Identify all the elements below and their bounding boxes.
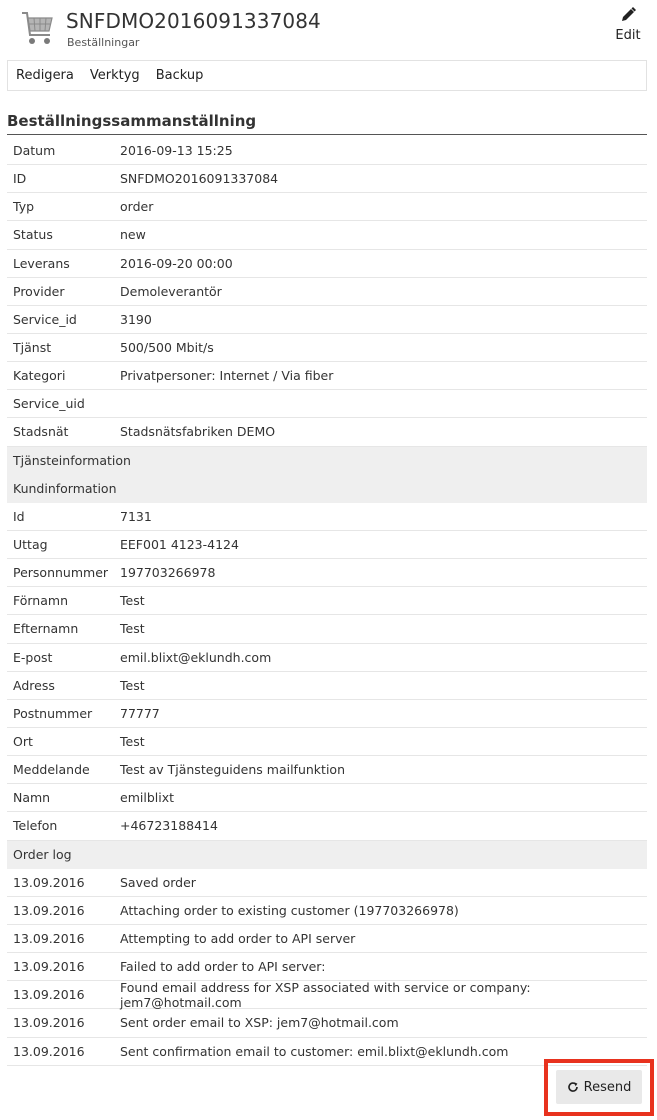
row-label: ID (13, 171, 27, 187)
edit-label: Edit (615, 28, 641, 43)
table-row (7, 165, 647, 193)
row-label: Uttag (13, 537, 48, 553)
row-value: 77777 (120, 705, 160, 721)
row-value: +46723188414 (120, 818, 218, 834)
table-row (7, 587, 647, 615)
log-date: 13.09.2016 (13, 1043, 85, 1059)
row-label: Id (13, 508, 25, 524)
table-row (7, 362, 647, 390)
row-label: Personnummer (13, 565, 109, 581)
table-row (7, 334, 647, 362)
row-label: Typ (13, 199, 35, 215)
row-value: emilblixt (120, 790, 174, 806)
row-value: 500/500 Mbit/s (120, 340, 214, 356)
log-row (7, 897, 647, 925)
log-date: 13.09.2016 (13, 987, 85, 1003)
table-row (7, 559, 647, 587)
table-row (7, 812, 647, 840)
row-label: Stadsnät (13, 424, 69, 440)
log-row (7, 925, 647, 953)
log-date: 13.09.2016 (13, 874, 85, 890)
row-label: Tjänst (13, 340, 52, 356)
table-row (7, 503, 647, 531)
log-message: Failed to add order to API server: (120, 959, 326, 975)
order-log-header (7, 841, 647, 869)
log-row (7, 953, 647, 981)
log-date: 13.09.2016 (13, 959, 85, 975)
resend-label: Resend (583, 1079, 632, 1095)
row-label: Adress (13, 677, 55, 693)
row-value: Test (120, 734, 145, 750)
group-header-label: Order log (13, 846, 72, 862)
menu-item-backup[interactable]: Backup (155, 68, 204, 83)
row-label: Datum (13, 143, 56, 159)
table-row (7, 615, 647, 643)
table-row (7, 672, 647, 700)
table-row (7, 278, 647, 306)
log-message: Attempting to add order to API server (120, 931, 356, 946)
row-label: Service_id (13, 311, 77, 327)
table-row (7, 756, 647, 784)
row-value: 7131 (120, 508, 152, 524)
log-message: Attaching order to existing customer (197703266978) (120, 902, 459, 918)
row-value: 2016-09-13 15:25 (120, 143, 233, 159)
edit-button[interactable] (608, 6, 648, 52)
section-title: Beställningssammanställning (7, 112, 647, 135)
row-value: Test av Tjänsteguidens mailfunktion (120, 762, 345, 778)
menu-item-redigera[interactable]: Redigera (16, 68, 74, 83)
row-value: Test (120, 593, 145, 609)
row-value: SNFDMO2016091337084 (120, 171, 279, 187)
resend-button[interactable] (556, 1070, 642, 1104)
order-summary-table (7, 137, 647, 1066)
service-info-header (7, 447, 647, 475)
log-row (7, 869, 647, 897)
log-message: Saved order (120, 874, 196, 890)
page-subtitle: Beställningar (67, 36, 140, 49)
row-value: Demoleverantör (120, 283, 222, 299)
table-row (7, 531, 647, 559)
row-label: Namn (13, 790, 51, 806)
log-date: 13.09.2016 (13, 931, 85, 946)
row-value: 197703266978 (120, 565, 216, 581)
row-value: Stadsnätsfabriken DEMO (120, 424, 276, 440)
row-value: Test (120, 621, 145, 637)
row-label: Postnummer (13, 705, 93, 721)
row-value: 2016-09-20 00:00 (120, 255, 233, 271)
table-row (7, 644, 647, 672)
group-header-label: Tjänsteinformation (13, 452, 131, 468)
row-label: Ort (13, 734, 33, 750)
menu-item-verktyg[interactable]: Verktyg (89, 68, 140, 83)
row-label: Leverans (13, 255, 70, 271)
row-value: 3190 (120, 311, 152, 327)
log-message: Found email address for XSP associated with service or company: jem7@hotmail.com (120, 979, 531, 1010)
row-label: Efternamn (13, 621, 79, 637)
customer-info-header (7, 475, 647, 503)
row-value: Test (120, 677, 145, 693)
table-row (7, 784, 647, 812)
row-label: Kategori (13, 368, 66, 384)
refresh-icon (567, 1081, 579, 1093)
table-row (7, 390, 647, 418)
table-row (7, 250, 647, 278)
table-row (7, 306, 647, 334)
row-value: new (120, 227, 146, 243)
row-value: Privatpersoner: Internet / Via fiber (120, 368, 334, 384)
log-row (7, 1009, 647, 1037)
log-message: Sent order email to XSP: jem7@hotmail.com (120, 1015, 399, 1031)
log-row (7, 981, 647, 1009)
row-label: Status (13, 227, 53, 243)
row-label: Förnamn (13, 593, 68, 609)
row-label: E-post (13, 649, 53, 665)
log-message: Sent confirmation email to customer: emil.blixt@eklundh.com (120, 1043, 509, 1059)
table-row (7, 700, 647, 728)
table-row (7, 137, 647, 165)
row-value: emil.blixt@eklundh.com (120, 649, 272, 665)
table-row (7, 728, 647, 756)
log-date: 13.09.2016 (13, 1015, 85, 1031)
row-label: Provider (13, 283, 65, 299)
shopping-cart-icon (19, 9, 55, 49)
menu-bar (7, 60, 647, 91)
pencil-icon (619, 6, 637, 24)
table-row (7, 221, 647, 249)
row-value: order (120, 199, 154, 215)
row-label: Service_uid (13, 396, 85, 412)
row-label: Telefon (13, 818, 58, 834)
table-row (7, 418, 647, 446)
row-value: EEF001 4123-4124 (120, 537, 239, 553)
app-header (0, 0, 657, 58)
log-date: 13.09.2016 (13, 902, 85, 918)
group-header-label: Kundinformation (13, 480, 117, 496)
table-row (7, 193, 647, 221)
row-label: Meddelande (13, 762, 90, 778)
page-title: SNFDMO2016091337084 (66, 9, 321, 33)
